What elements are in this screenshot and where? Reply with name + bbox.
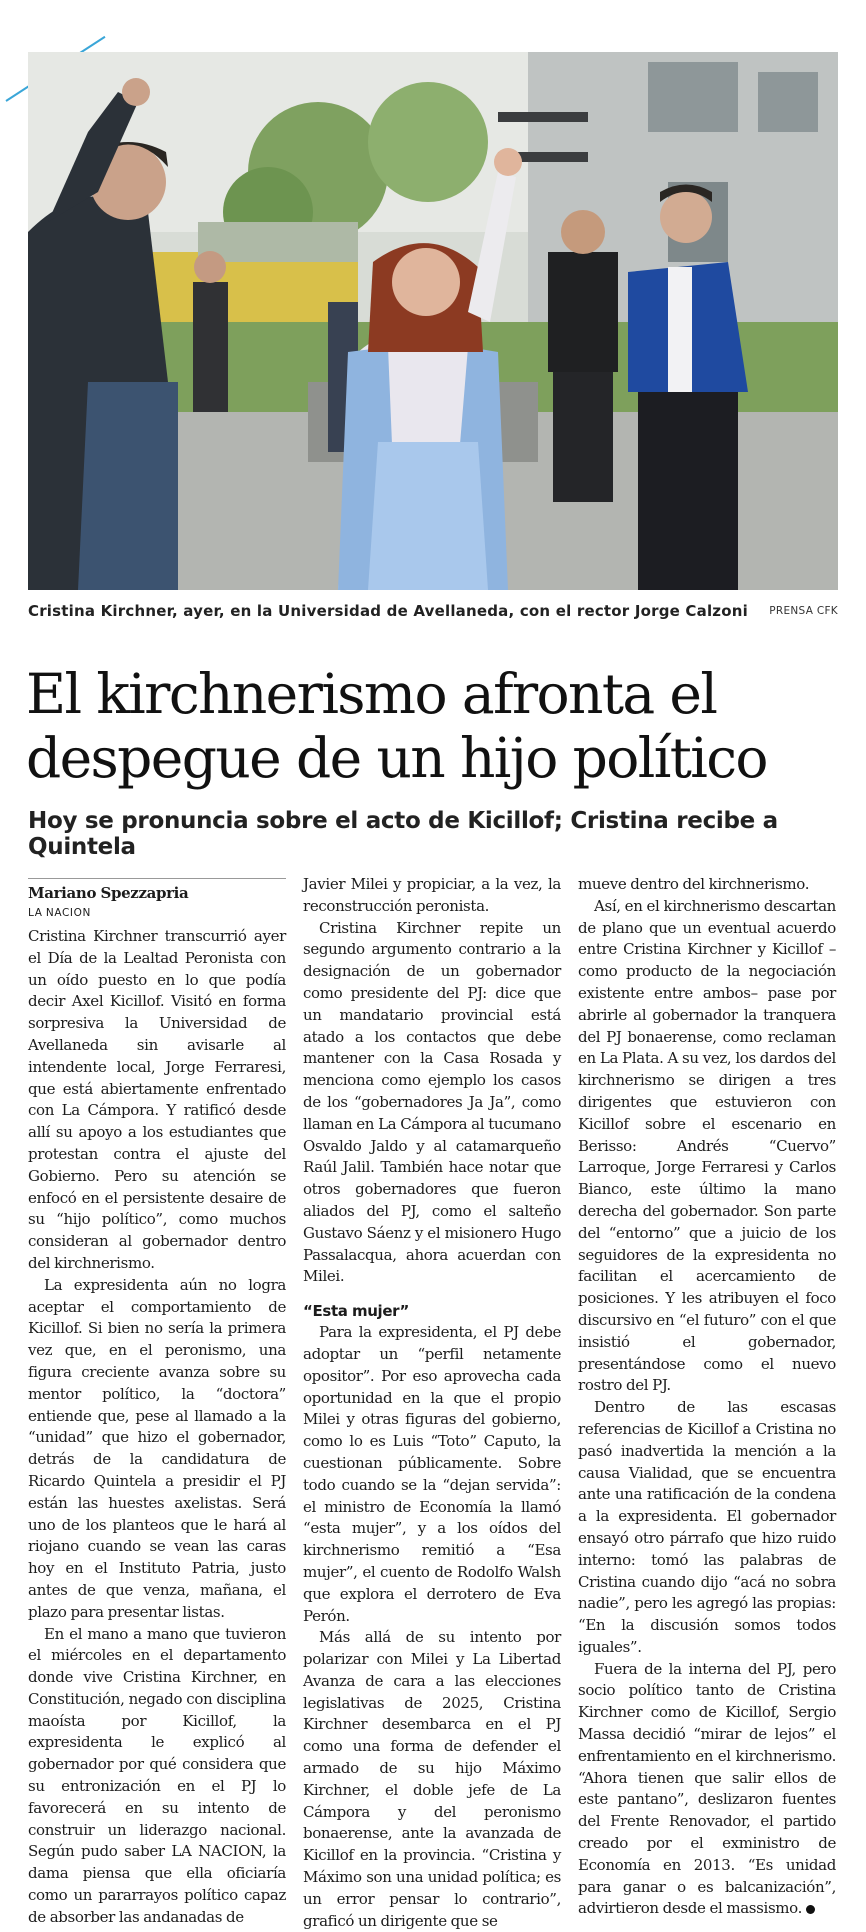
article-column-1: [28, 874, 286, 1929]
article-column-3: [578, 874, 836, 1920]
section-heading: “Esta mujer”: [303, 1302, 410, 1321]
paragraph: Cristina Kirchner transcurrió ayer el Día de la Lealtad Peronista con un oído puesto en lo que podía decir Axel Kicillof. Visitó en forma sorpresiva la Universidad de Avellaneda sin avisarle al intendente local, Jorge Ferraresi, que está abiertamente enfrentado con La Cámpora. Y ratificó desde allí su apoyo a los estudiantes que protestan contra el ajuste del Gobierno. Pero su atención se enfocó en el persistente desaire de su “hijo político”, como muchos consideran al gobernador dentro del kirchnerismo.: [28, 927, 286, 1272]
paragraph: Cristina Kirchner repite un segundo argumento contrario a la designación de un gobernador como presidente del PJ: dice que un mandatario provincial está atado a los contactos que debe mantener con la Casa Rosada y menciona como ejemplo los casos de los “gobernadores Ja Ja”, como llaman en La Cámpora al tucumano Osvaldo Jaldo y al catamarqueño Raúl Jalil. También hace notar que otros gobernadores que fueron aliados del PJ, como el salteño Gustavo Sáenz y el misionero Hugo Passalacqua, ahora acuerdan con Milei.: [303, 918, 561, 1286]
paragraph-last-text: Fuera de la interna del PJ, pero socio político tanto de Cristina Kirchner como de Kicillof, Sergio Massa decidió “mirar de lejos” el enfrentamiento en el kirchnerismo. “Ahora tienen que salir ellos de este pantano”, deslizaron fuentes del Frente Renovador, el partido creado por el exministro de Economía en 2013. “Es unidad para ganar o es balcanización”, advirtieron desde el massismo.: [578, 1659, 836, 1918]
author-name: Mariano Spezzapria: [28, 884, 189, 902]
photo-credit: PRENSA CFK: [769, 605, 838, 617]
photo-caption: Cristina Kirchner, ayer, en la Universidad de Avellaneda, con el rector Jorge Calzoni: [28, 602, 748, 620]
photo-caption-row: [28, 598, 838, 624]
paragraph: Así, en el kirchnerismo descartan de plano que un eventual acuerdo entre Cristina Kirchner y Kicillof –como producto de la negociación existente entre ambos– pase por abrirle al gobernador la tranquera del PJ bonaerense, como reclaman en La Plata. A su vez, los dardos del kirchnerismo se dirigen a tres dirigentes que estuvieron con Kicillof sobre el escenario en Berisso: Andrés “Cuervo” Larroque, Jorge Ferraresi y Carlos Bianco, este último la mano derecha del gobernador. Son parte del “entorno” que a juicio de los seguidores de la expresidenta no facilitan el acercamiento de posiciones. Y les atribuyen el foco discursivo en “el futuro” con el que insistió el gobernador, presentándose como el nuevo rostro del PJ.: [578, 896, 836, 1395]
paragraph: La expresidenta aún no logra aceptar el comportamiento de Kicillof. Si bien no sería la primera vez que, en el peronismo, una figura creciente avanza sobre su mentor político, la “doctora” entiende que, pese al llamado a la “unidad” que hizo el gobernador, detrás de la candidatura de Ricardo Quintela a presidir el PJ están las huestes axelistas. Será uno de los planteos que le hará al riojano cuando se vean las caras hoy en el Instituto Patria, justo antes de que venza, mañana, el plazo para presentar listas.: [28, 1275, 286, 1621]
author-outlet: LA NACION: [28, 907, 91, 919]
paragraph: Javier Milei y propiciar, a la vez, la reconstrucción peronista.: [303, 875, 561, 915]
paragraph-last: [578, 1659, 836, 1921]
article-headline: [26, 662, 856, 790]
paragraph: Dentro de las escasas referencias de Kicillof a Cristina no pasó inadvertida la mención a la causa Vialidad, que se encuentra ante una ratificación de la condena a la expresidenta. El gobernador ensayó otro párrafo que hizo ruido interno: tomó las palabras de Cristina cuando dijo “acá no sobra nadie”, pero les agregó las propias: “En la discusión somos todos iguales”.: [578, 1398, 836, 1656]
headline-line-2: despegue de un hijo político: [26, 726, 767, 790]
article-photo: [28, 52, 838, 590]
paragraph: Más allá de su intento por polarizar con Milei y La Libertad Avanza de cara a las elecciones legislativas de 2025, Cristina Kirchner desembarca en el PJ como una forma de defender el armado de su hijo Máximo Kirchner, el doble jefe de La Cámpora y del peronismo bonaerense, ante la avanzada de Kicillof en la provincia. “Cristina y Máximo son una unidad política; es un error pensar lo contrario”, graficó un dirigente que se: [303, 1628, 561, 1930]
paragraph: mueve dentro del kirchnerismo.: [578, 875, 810, 893]
paragraph: En el mano a mano que tuvieron el miércoles en el departamento donde vive Cristina Kirchner, en Constitución, negado con disciplina maoísta por Kicillof, la expresidenta le explicó al gobernador por qué considera que su entronización en el PJ lo favorecerá en su intento de construir un liderazgo nacional. Según pudo saber LA NACION, la dama piensa que ella oficiaría como un pararrayos político capaz de absorber las andanadas de: [28, 1624, 286, 1926]
article-subhead: Hoy se pronuncia sobre el acto de Kicillof; Cristina recibe a Quintela: [28, 808, 778, 860]
headline-line-1: El kirchnerismo afronta el: [26, 662, 717, 726]
paragraph: Para la expresidenta, el PJ debe adoptar un “perfil netamente opositor”. Por eso aprovecha cada oportunidad en la que el propio Milei y otras figuras del gobierno, como lo es Luis “Toto” Caputo, la cuestionan públicamente. Sobre todo cuando se la “dejan servida”: el ministro de Economía la llamó “esta mujer”, y a los oídos del kirchnerismo remitió a “Esa mujer”, el cuento de Rodolfo Walsh que explora el derrotero de Eva Perón.: [303, 1323, 561, 1625]
end-of-article-mark: [806, 1905, 815, 1914]
article-column-2: [303, 874, 561, 1932]
photo-illustration: [28, 52, 838, 590]
